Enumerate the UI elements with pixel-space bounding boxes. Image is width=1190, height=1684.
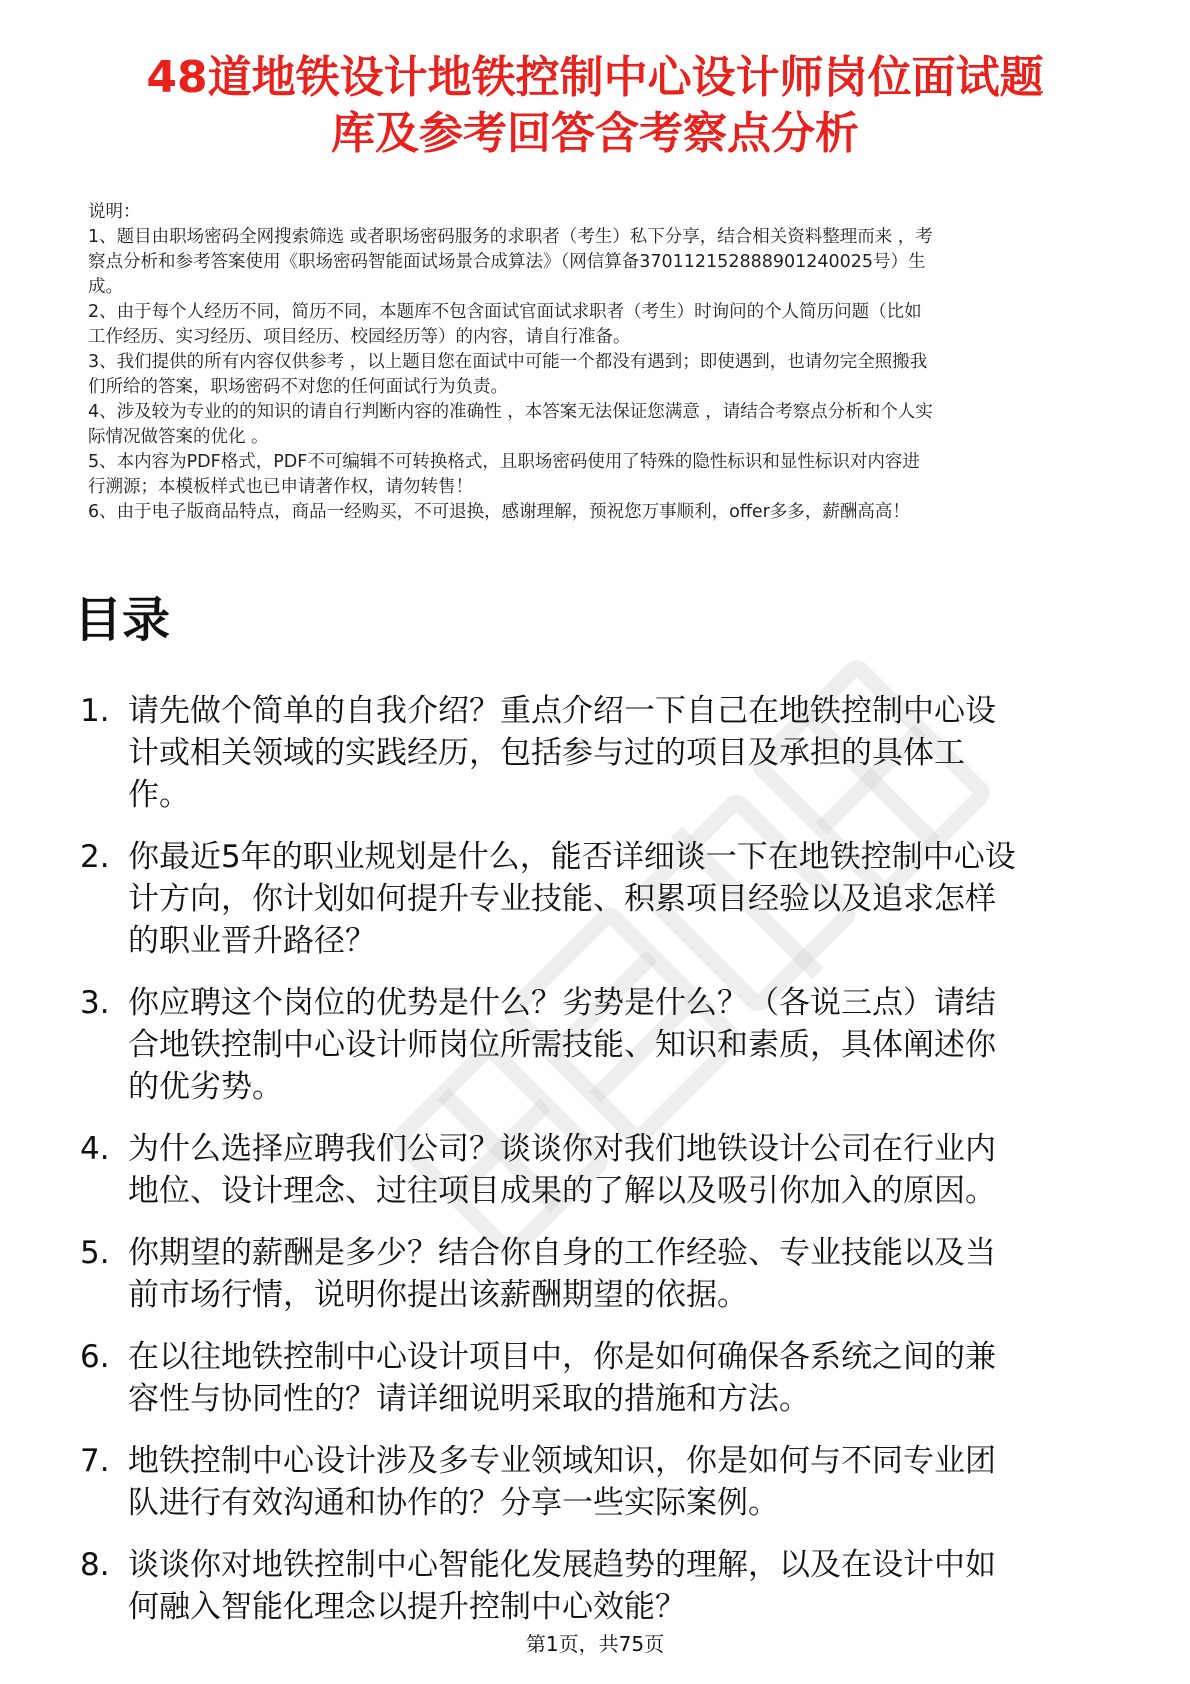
- question-line: 地铁控制中心设计涉及多专业领域知识，你是如何与不同专业团: [128, 1443, 996, 1479]
- question-text: [128, 1232, 1134, 1316]
- question-item: [74, 1440, 1134, 1524]
- question-text: [128, 836, 1134, 962]
- question-line: 前市场行情，说明你提出该薪酬期望的依据。: [128, 1277, 748, 1313]
- question-line: 的优劣势。: [128, 1069, 283, 1105]
- question-line: 你最近5年的职业规划是什么，能否详细谈一下在地铁控制中心设: [128, 839, 1016, 875]
- question-item: [74, 1336, 1134, 1420]
- disclaimer-notes: [88, 200, 1128, 525]
- question-line: 合地铁控制中心设计师岗位所需技能、知识和素质，具体阐述你: [128, 1027, 996, 1063]
- question-number: 3.: [80, 985, 110, 1021]
- note-line: 工作经历、实习经历、项目经历、校园经历等）的内容，请自行准备。: [88, 327, 631, 347]
- question-item: [74, 836, 1134, 962]
- question-text: [128, 1544, 1134, 1628]
- question-line: 请先做个简单的自我介绍？重点介绍一下自己在地铁控制中心设: [128, 693, 996, 729]
- question-line: 谈谈你对地铁控制中心智能化发展趋势的理解，以及在设计中如: [128, 1547, 996, 1583]
- question-item: [74, 982, 1134, 1108]
- question-text: [128, 1128, 1134, 1212]
- question-line: 在以往地铁控制中心设计项目中，你是如何确保各系统之间的兼: [128, 1339, 996, 1375]
- question-line: 计或相关领域的实践经历，包括参与过的项目及承担的具体工: [128, 735, 965, 771]
- question-line: 容性与协同性的？请详细说明采取的措施和方法。: [128, 1381, 810, 1417]
- question-text: [128, 690, 1134, 816]
- question-item: [74, 1232, 1134, 1316]
- question-line: 为什么选择应聘我们公司？谈谈你对我们地铁设计公司在行业内: [128, 1131, 996, 1167]
- question-line: 你期望的薪酬是多少？结合你自身的工作经验、专业技能以及当: [128, 1235, 996, 1271]
- question-number: 8.: [80, 1547, 110, 1583]
- question-number: 6.: [80, 1339, 110, 1375]
- question-text: [128, 982, 1134, 1108]
- question-line: 计方向，你计划如何提升专业技能、积累项目经验以及追求怎样: [128, 881, 996, 917]
- note-line: 5、本内容为PDF格式，PDF不可编辑不可转换格式，且职场密码使用了特殊的隐性标识和显性标识对内容进: [88, 452, 920, 472]
- note-line: 成。: [88, 277, 123, 297]
- question-number: 1.: [80, 693, 110, 729]
- question-line: 何融入智能化理念以提升控制中心效能？: [128, 1589, 686, 1625]
- note-line: 4、涉及较为专业的的知识的请自行判断内容的准确性 ，本答案无法保证您满意 ，请结合考察点分析和个人实: [88, 402, 933, 422]
- note-line: 说明：: [88, 202, 141, 222]
- question-item: [74, 1128, 1134, 1212]
- question-line: 队进行有效沟通和协作的？分享一些实际案例。: [128, 1485, 779, 1521]
- question-line: 的职业晋升路径？: [128, 923, 376, 959]
- question-number: 2.: [80, 839, 110, 875]
- note-line: 3、我们提供的所有内容仅供参考 ，以上题目您在面试中可能一个都没有遇到；即使遇到，也请勿完全照搬我: [88, 352, 928, 372]
- title-line: 库及参考回答含考察点分析: [331, 108, 859, 159]
- question-number: 7.: [80, 1443, 110, 1479]
- note-line: 6、由于电子版商品特点，商品一经购买，不可退换，感谢理解，预祝您万事顺利，offer多多，薪酬高高！: [88, 502, 910, 522]
- toc-heading: 目录: [74, 592, 171, 648]
- title-line: 48道地铁设计地铁控制中心设计师岗位面试题: [146, 52, 1044, 103]
- note-line: 们所给的答案，职场密码不对您的任何面试行为负责。: [88, 377, 508, 397]
- question-item: [74, 1544, 1134, 1628]
- question-line: 地位、设计理念、过往项目成果的了解以及吸引你加入的原因。: [128, 1173, 996, 1209]
- question-text: [128, 1440, 1134, 1524]
- page-footer: 第1页，共75页: [525, 1632, 665, 1656]
- question-number: 4.: [80, 1131, 110, 1167]
- question-line: 你应聘这个岗位的优势是什么？劣势是什么？（各说三点）请结: [128, 985, 996, 1021]
- question-item: [74, 690, 1134, 816]
- note-line: 行溯源；本模板样式也已申请著作权，请勿转售！: [88, 477, 473, 497]
- question-line: 作。: [128, 777, 190, 813]
- note-line: 1、题目由职场密码全网搜索筛选 或者职场密码服务的求职者（考生）私下分享，结合相关资料整理而来 ，考: [88, 227, 933, 247]
- question-text: [128, 1336, 1134, 1420]
- note-line: 2、由于每个人经历不同，简历不同，本题库不包含面试官面试求职者（考生）时询问的个人简历问题（比如: [88, 302, 922, 322]
- document-title: [60, 50, 1130, 162]
- question-number: 5.: [80, 1235, 110, 1271]
- note-line: 际情况做答案的优化 。: [88, 427, 269, 447]
- note-line: 察点分析和参考答案使用《职场密码智能面试场景合成算法》（网信算备370112152888901240025号）生: [88, 252, 926, 272]
- question-list: [74, 690, 1134, 1648]
